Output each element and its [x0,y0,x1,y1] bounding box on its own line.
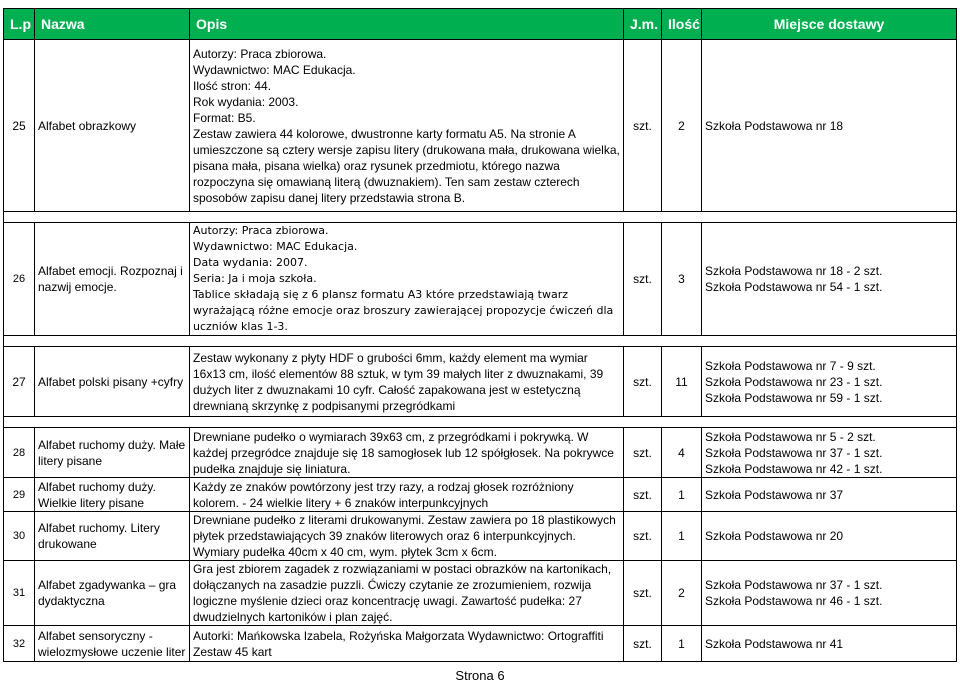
table-row [4,478,957,512]
row-description: Autorzy: Praca zbiorowa. Wydawnictwo: MAC Edukacja. Data wydania: 2007. Seria: Ja i moja szkoła. Tablice składają się z 6 plansz formatu A3 które przedstawiają twarz wyrażającą różne emocje oraz broszury zawierającej propozycje ćwiczeń dla uczniów klas 1-3. [190,223,624,336]
row-description: Każdy ze znaków powtórzony jest trzy razy, a rodzaj głosek rozróżniony kolorem. - 24 wielkie litery + 6 znaków interpunkcyjnych [190,478,624,512]
row-quantity: 3 [662,223,702,336]
row-description: Autorki: Mańkowska Izabela, Rożyńska Małgorzata Wydawnictwo: Ortograffiti Zestaw 45 kart [190,626,624,662]
row-lp: 32 [4,626,35,662]
row-name: Alfabet obrazkowy [35,40,190,212]
row-quantity: 2 [662,561,702,626]
row-quantity: 11 [662,347,702,417]
items-table [3,8,957,662]
row-unit: szt. [624,40,662,212]
row-description: Drewniane pudełko o wymiarach 39x63 cm, z przegródkami i pokrywką. W każdej przegródce znajduje się 18 samogłosek lub 12 spółgłosek. Na pokrywce pudełka znajduje się liniatura. [190,428,624,478]
row-unit: szt. [624,512,662,561]
row-unit: szt. [624,626,662,662]
row-delivery-place: Szkoła Podstawowa nr 18 [702,40,957,212]
row-quantity: 4 [662,428,702,478]
row-description: Drewniane pudełko z literami drukowanymi. Zestaw zawiera po 18 plastikowych płytek przedstawiających 39 znaków literowych oraz 6 interpunkcyjnych. Wymiary pudełka 40cm x 40 cm, wym. płytek 3cm x 6cm. [190,512,624,561]
row-delivery-place: Szkoła Podstawowa nr 7 - 9 szt. Szkoła Podstawowa nr 23 - 1 szt. Szkoła Podstawowa nr 59 - 1 szt. [702,347,957,417]
row-name: Alfabet polski pisany +cyfry [35,347,190,417]
row-description: Gra jest zbiorem zagadek z rozwiązaniami w postaci obrazków na kartonikach, dołączanych na zasadzie puzzli. Ćwiczy czytanie ze zrozumieniem, rozwija logiczne myślenie dzieci oraz koncentrację uwagi. Zawartość pudełka: 27 dwudzielnych kartoników i plan zajęć. [190,561,624,626]
table-row [4,223,957,336]
row-name: Alfabet zgadywanka – gra dydaktyczna [35,561,190,626]
row-quantity: 1 [662,478,702,512]
header-name: Nazwa [35,9,190,40]
row-separator [4,417,957,428]
row-delivery-place: Szkoła Podstawowa nr 5 - 2 szt. Szkoła Podstawowa nr 37 - 1 szt. Szkoła Podstawowa nr 42 - 1 szt. [702,428,957,478]
row-unit: szt. [624,223,662,336]
header-description: Opis [190,9,624,40]
row-name: Alfabet emocji. Rozpoznaj i nazwij emocje. [35,223,190,336]
row-unit: szt. [624,428,662,478]
row-delivery-place: Szkoła Podstawowa nr 20 [702,512,957,561]
table-row [4,626,957,662]
row-quantity: 2 [662,40,702,212]
table-row [4,512,957,561]
row-delivery-place: Szkoła Podstawowa nr 41 [702,626,957,662]
table-header-row [4,9,957,40]
header-lp: L.p [4,9,35,40]
table-row [4,40,957,212]
row-name: Alfabet ruchomy duży. Wielkie litery pisane [35,478,190,512]
page-number: Strona 6 [455,668,505,683]
row-delivery-place: Szkoła Podstawowa nr 37 - 1 szt. Szkoła Podstawowa nr 46 - 1 szt. [702,561,957,626]
table-row [4,428,957,478]
row-lp: 30 [4,512,35,561]
row-name: Alfabet ruchomy. Litery drukowane [35,512,190,561]
row-unit: szt. [624,478,662,512]
header-unit: J.m. [624,9,662,40]
row-name: Alfabet ruchomy duży. Małe litery pisane [35,428,190,478]
row-quantity: 1 [662,626,702,662]
row-delivery-place: Szkoła Podstawowa nr 37 [702,478,957,512]
table-row [4,561,957,626]
row-unit: szt. [624,347,662,417]
row-separator [4,212,957,223]
row-lp: 28 [4,428,35,478]
row-lp: 27 [4,347,35,417]
row-description: Zestaw wykonany z płyty HDF o grubości 6mm, każdy element ma wymiar 16x13 cm, ilość elementów 88 sztuk, w tym 39 małych liter z dwuznakami, 39 dużych liter z dwuznakami 10 cyfr. Całość zapakowana jest w estetyczną drewnianą skrzynkę z podpisanymi przegródkami [190,347,624,417]
row-lp: 29 [4,478,35,512]
row-lp: 26 [4,223,35,336]
row-lp: 25 [4,40,35,212]
row-name: Alfabet sensoryczny - wielozmysłowe uczenie liter [35,626,190,662]
row-separator [4,336,957,347]
row-description: Autorzy: Praca zbiorowa. Wydawnictwo: MAC Edukacja. Ilość stron: 44. Rok wydania: 2003. Format: B5. Zestaw zawiera 44 kolorowe, dwustronne karty formatu A5. Na stronie A umieszczone są cztery wersje zapisu litery (drukowana mała, drukowana wielka, pisana mała, pisana wielka) oraz rysunek przedmiotu, którego nazwa rozpoczyna się omawianą literą (dwuznakiem). Ten sam zestaw czterech sposobów zapisu danej litery przedstawia strona B. [190,40,624,212]
header-delivery-place: Miejsce dostawy [702,9,957,40]
row-delivery-place: Szkoła Podstawowa nr 18 - 2 szt. Szkoła Podstawowa nr 54 - 1 szt. [702,223,957,336]
header-quantity: Ilość [662,9,702,40]
row-lp: 31 [4,561,35,626]
table-row [4,347,957,417]
row-unit: szt. [624,561,662,626]
row-quantity: 1 [662,512,702,561]
